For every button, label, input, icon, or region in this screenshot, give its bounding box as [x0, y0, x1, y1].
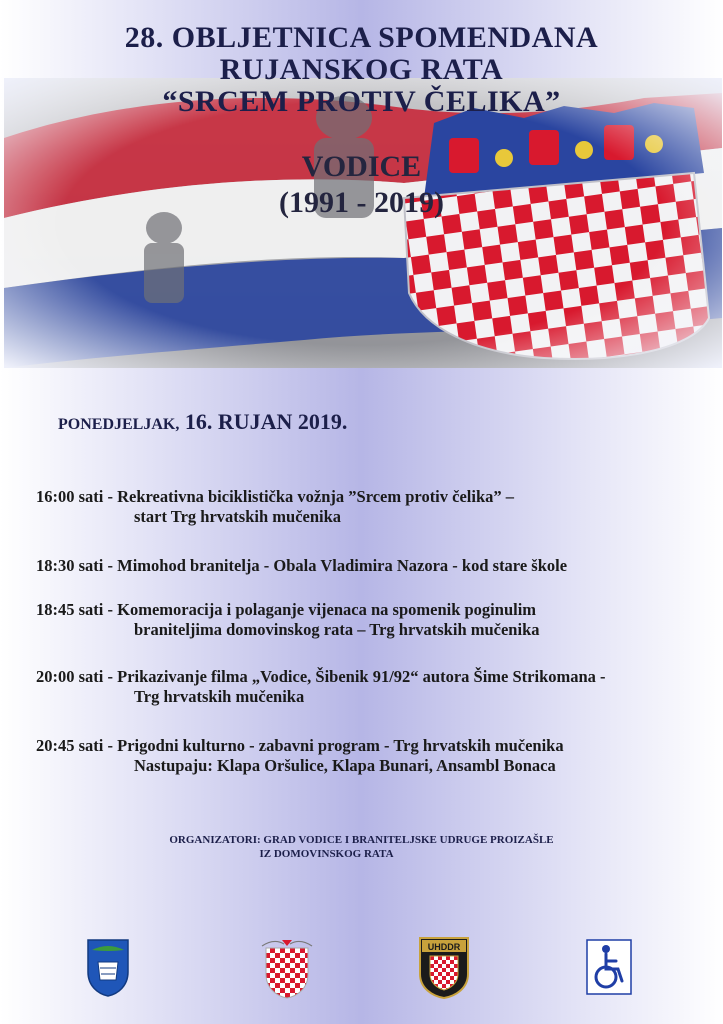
- city-name: VODICE: [301, 150, 422, 183]
- organizers: [0, 833, 723, 861]
- schedule-item-line1: 18:30 sati - Mimohod branitelja - Obala Vladimira Nazora - kod stare škole: [36, 556, 568, 575]
- organizers-line2: IZ DOMOVINSKOG RATA: [259, 848, 394, 860]
- schedule-item-line1: 20:45 sati - Prigodni kulturno - zabavni program - Trg hrvatskih mučenika: [36, 736, 564, 755]
- croatian-flag-image: [4, 78, 722, 368]
- schedule-item-line2: braniteljima domovinskog rata – Trg hrvatskih mučenika: [134, 620, 540, 639]
- organizers-line1: ORGANIZATORI: GRAD VODICE I BRANITELJSKE UDRUGE PROIZAŠLE: [169, 834, 554, 846]
- title-line-2: RUJANSKOG RATA: [219, 53, 504, 86]
- wheelchair-accessibility-icon: [586, 939, 632, 995]
- poster-title: [0, 22, 723, 118]
- uhddr-badge-icon: [418, 936, 470, 1000]
- date-text: 16. RUJAN 2019.: [179, 409, 348, 434]
- years-range: (1991 - 2019): [279, 186, 444, 219]
- schedule-item: [36, 736, 564, 776]
- title-line-3: “SRCEM PROTIV ČELIKA”: [162, 85, 561, 118]
- schedule-item: [36, 600, 540, 640]
- schedule-item-line2: start Trg hrvatskih mučenika: [134, 507, 342, 526]
- flag-banner: [4, 78, 722, 368]
- schedule-item-line1: 16:00 sati - Rekreativna biciklistička vožnja ”Srcem protiv čelika” –: [36, 487, 515, 506]
- uhddr-label: UHDDR: [427, 942, 461, 952]
- croatian-checkerboard-shield-icon: [260, 938, 314, 1000]
- weekday: PONEDJELJAK,: [58, 416, 180, 433]
- vodice-coat-of-arms-icon: [86, 938, 130, 998]
- schedule-item-line2: Nastupaju: Klapa Oršulice, Klapa Bunari, Ansambl Bonaca: [134, 756, 556, 775]
- schedule-item-line2: Trg hrvatskih mučenika: [134, 687, 305, 706]
- event-date: [58, 409, 347, 435]
- schedule-item: [36, 556, 567, 576]
- schedule-item-line1: 18:45 sati - Komemoracija i polaganje vijenaca na spomenik poginulim: [36, 600, 537, 619]
- title-line-1: 28. OBLJETNICA SPOMENDANA: [124, 21, 599, 54]
- schedule-item-line1: 20:00 sati - Prikazivanje filma „Vodice, Šibenik 91/92“ autora Šime Strikomana -: [36, 667, 606, 686]
- schedule-item: [36, 667, 606, 707]
- schedule-item: [36, 487, 514, 527]
